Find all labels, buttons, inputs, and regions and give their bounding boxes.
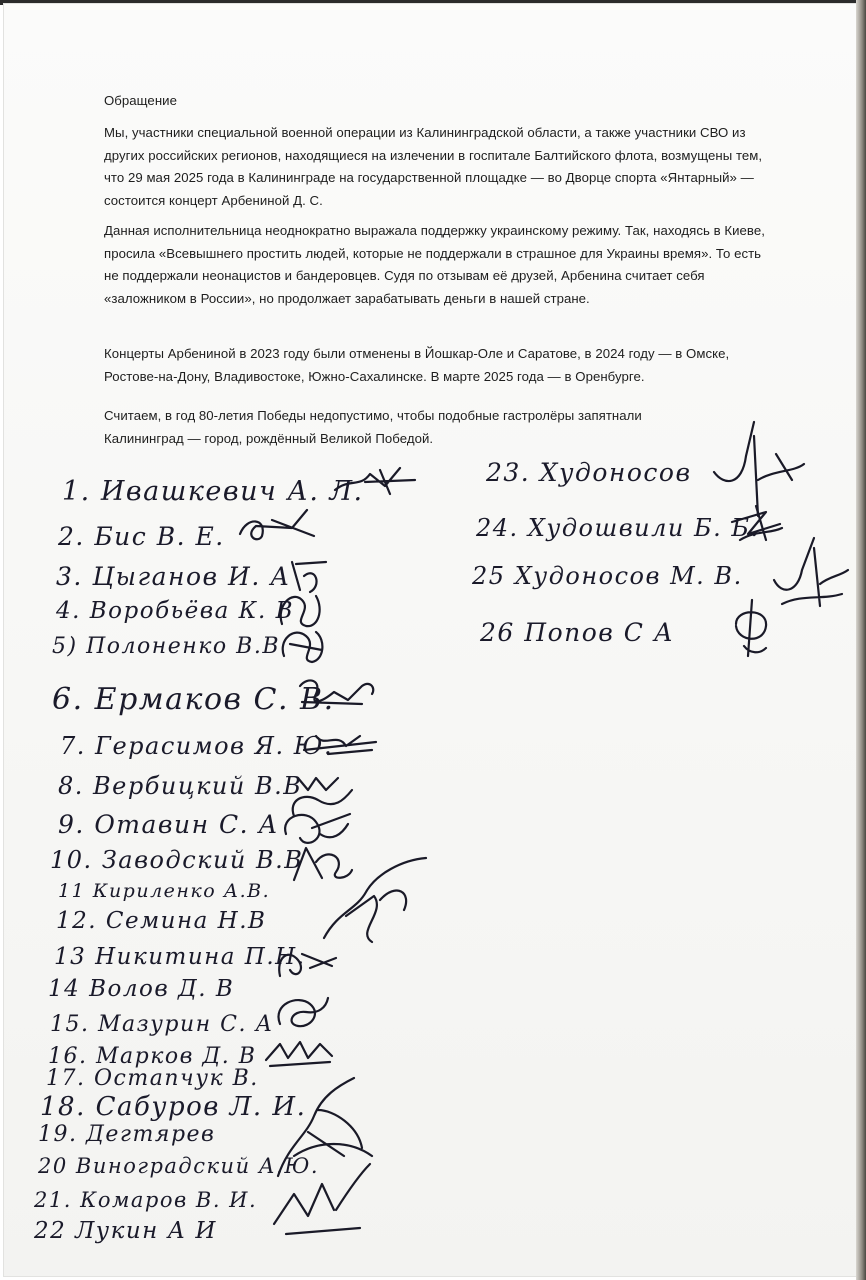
signatory-name: Герасимов Я. Ю. — [95, 732, 334, 760]
signature-6 — [292, 672, 382, 712]
signatory-name: Виноградский А.Ю. — [75, 1154, 320, 1178]
paragraph-4: Считаем, в год 80-летия Победы недопустимо, чтобы подобные гастролёры запятнали Калининград — город, рождённый Великой Победой. — [104, 408, 642, 446]
signature-12 — [270, 940, 340, 984]
signatory-number: 26 — [480, 618, 515, 647]
signatory-21 — [34, 1188, 257, 1212]
signatory-name: Воробьёва К. В — [89, 598, 294, 624]
signatory-26 — [480, 618, 674, 647]
signatory-name: Никитина П.Н. — [95, 944, 306, 970]
signatory-3 — [56, 562, 291, 591]
signatory-5 — [52, 634, 280, 659]
signatory-name: Сабуров Л. И. — [95, 1092, 307, 1122]
signatory-number: 17. — [46, 1066, 86, 1091]
signatory-name: Мазурин С. А — [98, 1012, 274, 1037]
signatory-name: Полоненко В.В — [86, 634, 280, 659]
signatory-17 — [46, 1066, 259, 1091]
signatory-name: Марков Д. В — [96, 1044, 257, 1069]
photo-edge-right — [856, 0, 866, 1280]
signatory-number: 9. — [58, 810, 85, 839]
signatory-10 — [50, 846, 303, 874]
signatory-number: 21. — [34, 1188, 72, 1212]
signatory-number: 18. — [40, 1092, 86, 1122]
signatory-name: Заводский В.В — [101, 846, 304, 874]
signatory-number: 2. — [58, 522, 85, 551]
signatory-15 — [50, 1012, 274, 1037]
signatory-name: Кириленко А.В. — [92, 880, 271, 902]
signatory-name: Худоносов — [539, 458, 692, 487]
signatory-2 — [58, 522, 225, 551]
signatory-number: 7. — [60, 732, 86, 760]
paragraph-1: Мы, участники специальной военной операции из Калининградской области, а также участники СВО из других российских регионов, находящиеся на излечении в госпитале Балтийского флота, возмущены тем, что 29 мая 2025 года в Калининграде на государственной площадке — во Дворце спорта «Янтарный» — состоится концерт Арбениной Д. С. — [104, 125, 763, 208]
signatory-number: 8. — [58, 772, 84, 800]
signatory-number: 13 — [54, 944, 87, 970]
signature-5 — [276, 620, 332, 666]
signatory-number: 25 — [472, 562, 506, 590]
paragraph-3: Концерты Арбениной в 2023 году были отменены в Йошкар-Оле и Саратове, в 2024 году — в Омске, Ростове-на-Дону, Владивостоке, Южно-Сахалинске. В марте 2025 года — в Оренбурге. — [104, 346, 730, 384]
signatory-4 — [56, 598, 294, 624]
signature-16 — [264, 1154, 376, 1238]
signatory-14 — [48, 976, 234, 1002]
signatory-9 — [58, 810, 279, 839]
signatory-13 — [54, 944, 306, 970]
signatory-8 — [58, 772, 302, 800]
signatory-number: 15. — [50, 1012, 90, 1037]
signatory-number: 24. — [476, 514, 519, 542]
signatory-number: 12. — [56, 908, 98, 934]
signatory-name: Семина Н.В — [105, 908, 267, 934]
signatory-name: Лукин А И — [75, 1218, 217, 1244]
signatory-number: 10. — [50, 846, 93, 874]
signatory-number: 1. — [62, 476, 91, 507]
signatory-number: 19. — [38, 1122, 78, 1147]
signatory-name: Комаров В. И. — [80, 1188, 258, 1212]
signatory-name: Вербицкий В.В — [93, 772, 303, 800]
signatory-name: Дегтярев — [86, 1122, 216, 1147]
signature-1 — [330, 460, 420, 500]
signature-13 — [270, 990, 334, 1032]
signatory-number: 5) — [52, 634, 78, 659]
signatory-number: 20 — [38, 1154, 68, 1178]
signature-14 — [260, 1034, 338, 1070]
signatory-name: Ивашкевич А. Л. — [100, 476, 364, 507]
signatory-11 — [58, 880, 270, 902]
signatory-name: Отавин С. А — [94, 810, 279, 839]
signatory-name: Худоносов М. В. — [514, 562, 743, 590]
signatory-19 — [38, 1122, 215, 1147]
signature-11 — [316, 852, 440, 950]
signatory-7 — [60, 732, 333, 760]
signatory-number: 11 — [58, 880, 86, 902]
signatory-number: 3. — [56, 562, 83, 591]
signatory-number: 14 — [48, 976, 81, 1002]
signatory-number: 22 — [34, 1218, 67, 1244]
signatory-number: 6. — [52, 682, 84, 717]
signatory-23 — [486, 458, 692, 487]
signature-26 — [726, 596, 776, 660]
signatory-25 — [472, 562, 743, 590]
signatory-12 — [56, 908, 266, 934]
signature-2 — [232, 506, 322, 546]
signatory-22 — [34, 1218, 217, 1244]
signatory-name: Попов С А — [524, 618, 675, 647]
signatory-name: Волов Д. В — [89, 976, 235, 1002]
signatory-name: Остапчук В. — [94, 1066, 259, 1091]
signatory-name: Ермаков С. В. — [94, 682, 335, 717]
signatory-number: 16. — [48, 1044, 88, 1069]
signatory-1 — [62, 476, 364, 507]
paragraph-2: Данная исполнительница неоднократно выражала поддержку украинскому режиму. Так, находясь в Киеве, просила «Всевышнего простить людей, которые не поддержали в страшное для Украины время». То есть не поддержали неонацистов и бандеровцев. Судя по отзывам её друзей, Арбенина считает себя «заложником в России», но продолжает зарабатывать деньги в нашей стране. — [104, 223, 765, 306]
signature-7 — [298, 728, 382, 758]
signatory-name: Бис В. Е. — [94, 522, 225, 551]
signatory-name: Худошвили Б. Б. — [527, 514, 760, 542]
signatory-number: 4. — [56, 598, 81, 624]
document-title: Обращение — [104, 93, 177, 108]
signatory-name: Цыганов И. А — [92, 562, 291, 591]
signatory-number: 23. — [486, 458, 531, 487]
